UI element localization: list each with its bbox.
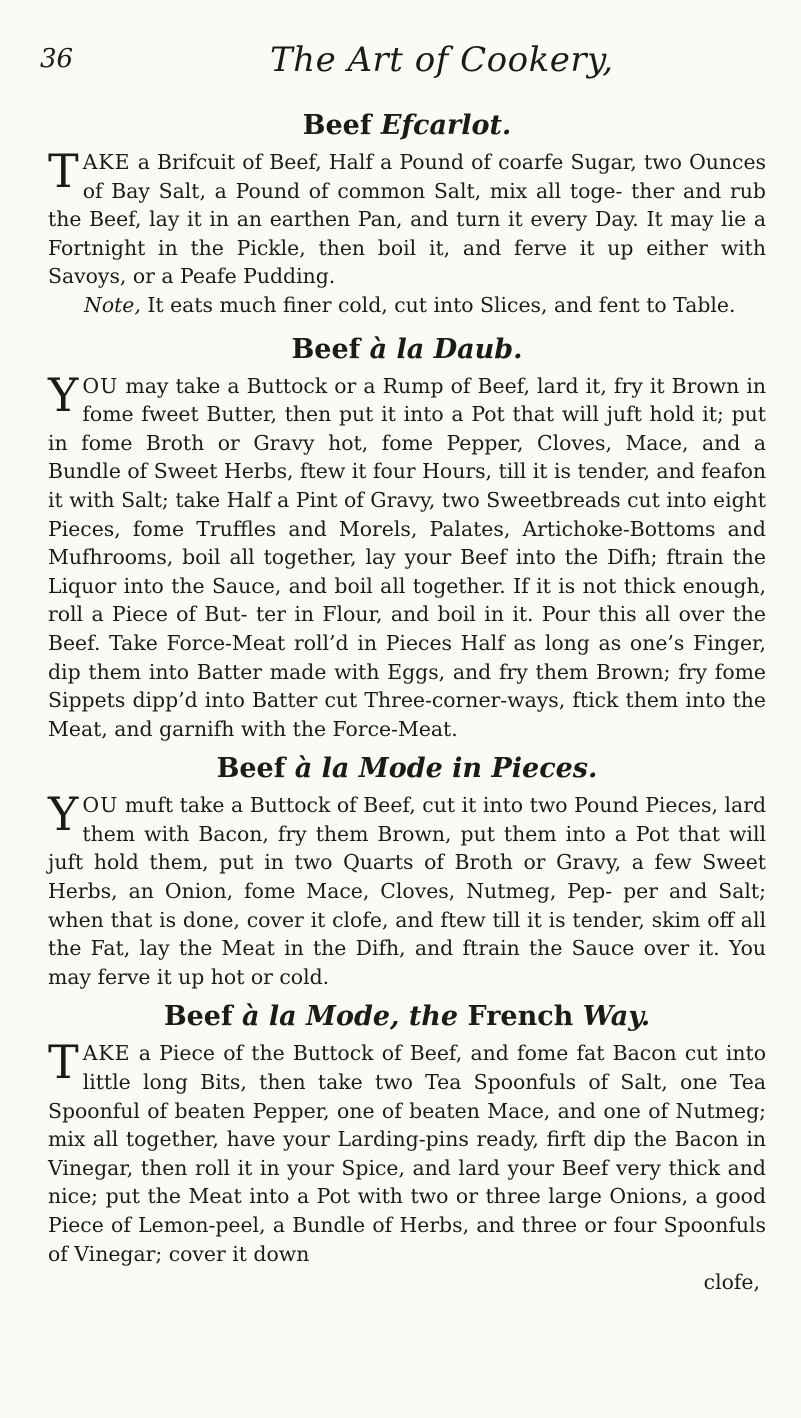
catchword: clofe, [703, 1270, 760, 1295]
recipe-title: Beef à la Mode in Pieces. [216, 753, 598, 785]
drop-cap: Y [48, 367, 79, 422]
recipe-beef-a-la-mode-pieces [48, 751, 766, 991]
recipe-note: Note, It eats much finer cold, cut into Slices, and fent to Table. [84, 292, 736, 317]
running-head [40, 40, 760, 84]
recipe-title: Beef à la Daub. [291, 333, 523, 365]
recipe-beef-escarlot [48, 108, 766, 320]
recipe-title: Beef Efcarlot. [302, 110, 512, 141]
recipe-text: TAKE a Brifcuit of Beef, Half a Pound of coarfe Sugar, two Ounces of Bay Salt, a Pound of common Salt, mix all toge- ther and rub the Beef, lay it in an earthen Pan, and turn it every Day. It may lie a Fortnight in the Pickle, then boil it, and ferve it up either with Savoys, or a Peafe Pudding. [48, 144, 766, 289]
recipe-beef-a-la-daub [48, 332, 766, 744]
drop-cap: T [48, 1035, 79, 1090]
drop-cap: T [48, 144, 79, 198]
page-content [48, 108, 766, 1296]
drop-cap: Y [48, 787, 79, 842]
recipe-text: TAKE a Piece of the Buttock of Beef, and fome fat Bacon cut into little long Bits, then take two Tea Spoonfuls of Salt, one Tea Spoonful of beaten Pepper, one of beaten Mace, and one of Nutmeg; mix all together, have your Larding-pins ready, firft dip the Bacon in Vinegar, then roll it in your Spice, and lard your Beef very thick and nice; put the Meat into a Pot with two or three large Onions, a good Piece of Lemon-peel, a Bundle of Herbs, and three or four Spoonfuls of Vinegar; cover it down [48, 1035, 766, 1266]
recipe-title: Beef à la Mode, the French Way. [163, 1001, 651, 1033]
recipe-beef-a-la-mode-french [48, 999, 766, 1296]
page-number: 36 [40, 44, 74, 74]
recipe-text: YOU may take a Buttock or a Rump of Beef, lard it, fry it Brown in fome fweet Butter, then put it into a Pot that will juft hold it; put in fome Broth or Gravy hot, fome Pepper, Cloves, Mace, and a Bundle of Sweet Herbs, ftew it four Hours, till it is tender, and feafon it with Salt; take Half a Pint of Gravy, two Sweetbreads cut into eight Pieces, fome Truffles and Morels, Palates, Artichoke-Bottoms and Mufhrooms, boil all together, lay your Beef into the Difh; ftrain the Liquor into the Sauce, and boil all together. If it is not thick enough, roll a Piece of But- ter in Flour, and boil in it. Pour this all over the Beef. Take Force-Meat roll’d in Pieces Half as long as one’s Finger, dip them into Batter made with Eggs, and fry them Brown; fry fome Sippets dipp’d into Batter cut Three-corner-ways, ftick them into the Meat, and garnifh with the Force-Meat. [48, 367, 766, 741]
running-title: The Art of Cookery, [270, 40, 614, 80]
recipe-text: YOU muft take a Buttock of Beef, cut it into two Pound Pieces, lard them with Bacon, fry them Brown, put them into a Pot that will juft hold them, put in two Quarts of Broth or Gravy, a few Sweet Herbs, an Onion, fome Mace, Cloves, Nutmeg, Pep- per and Salt; when that is done, cover it clofe, and ftew till it is tender, skim off all the Fat, lay the Meat in the Difh, and ftrain the Sauce over it. You may ferve it up hot or cold. [48, 787, 766, 989]
